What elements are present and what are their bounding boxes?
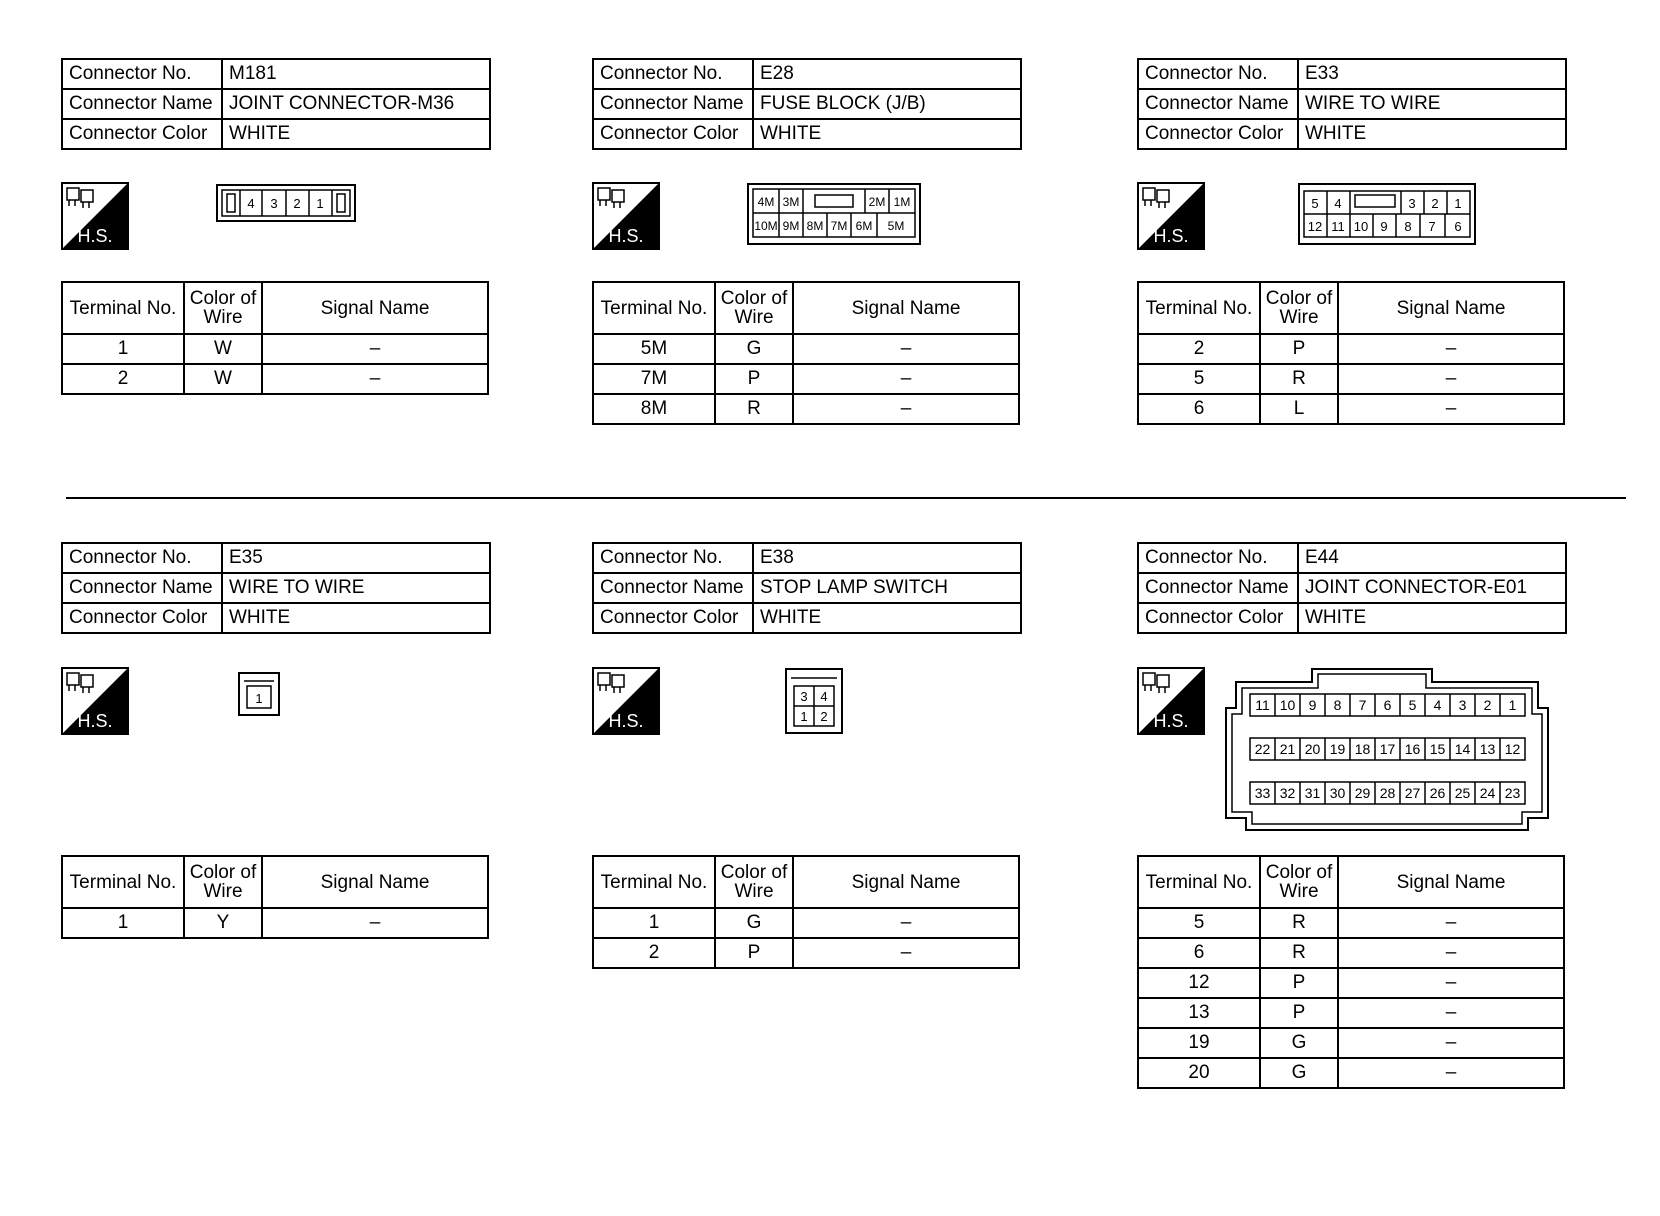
pin-label: 7 — [1428, 219, 1436, 234]
connector-info-table — [592, 542, 1022, 634]
connector-info-table — [592, 58, 1022, 150]
connector-face-diagram — [1222, 668, 1552, 832]
pin-label: 3 — [270, 196, 278, 211]
table-row: 13 P – — [1138, 998, 1564, 1028]
pin-label: 9 — [1308, 697, 1317, 713]
signal-name-header: Signal Name — [262, 282, 488, 334]
harness-side-icon — [592, 182, 660, 250]
connector-color-value: WHITE — [1298, 603, 1566, 633]
connector-color-value: WHITE — [222, 603, 490, 633]
pin-label: 8 — [1333, 697, 1342, 713]
pin-label: 4 — [1433, 697, 1442, 713]
connector-color-value: WHITE — [222, 119, 490, 149]
connector-no-label: Connector No. — [62, 543, 222, 573]
pin-label: 8 — [1404, 219, 1412, 234]
table-row: 1 G – — [593, 908, 1019, 938]
pin-label: 2 — [820, 709, 828, 724]
hs-label: H.S. — [77, 711, 113, 731]
terminal-no-header: Terminal No. — [593, 856, 715, 908]
signal-name-header: Signal Name — [793, 856, 1019, 908]
terminal-table — [61, 281, 489, 395]
terminal-table — [1137, 855, 1565, 1089]
pin-label: 6 — [1454, 219, 1462, 234]
color-of-wire-header: Color of Wire — [1260, 282, 1338, 334]
table-row: 5 R – — [1138, 908, 1564, 938]
hs-label: H.S. — [77, 226, 113, 246]
terminal-table — [61, 855, 489, 939]
terminal-no-header: Terminal No. — [593, 282, 715, 334]
pin-label: 32 — [1279, 785, 1296, 801]
pin-label: 5 — [1408, 697, 1417, 713]
pin-label: 12 — [1307, 219, 1323, 234]
table-row: 20 G – — [1138, 1058, 1564, 1088]
pin-label: 27 — [1404, 785, 1421, 801]
signal-name-header: Signal Name — [262, 856, 488, 908]
connector-info-table — [61, 542, 491, 634]
connector-face-diagram — [216, 184, 356, 222]
pin-label: 5M — [887, 219, 905, 233]
pin-label: 10 — [1279, 697, 1296, 713]
connector-color-label: Connector Color — [1138, 603, 1298, 633]
table-row: 6 L – — [1138, 394, 1564, 424]
pin-label: 1 — [316, 196, 324, 211]
pin-label: 25 — [1454, 785, 1471, 801]
color-of-wire-header: Color of Wire — [715, 856, 793, 908]
connector-name-value: STOP LAMP SWITCH — [753, 573, 1021, 603]
table-row: 19 G – — [1138, 1028, 1564, 1058]
pin-label: 13 — [1479, 741, 1496, 757]
terminal-table — [592, 281, 1020, 425]
connector-face-diagram — [1298, 183, 1476, 245]
pin-label: 28 — [1379, 785, 1396, 801]
color-of-wire-header: Color of Wire — [715, 282, 793, 334]
connector-panel-m181 — [61, 58, 501, 150]
pin-label: 19 — [1329, 741, 1346, 757]
pin-label: 1 — [255, 691, 263, 706]
connector-name-label: Connector Name — [593, 573, 753, 603]
pin-label: 22 — [1254, 741, 1271, 757]
signal-name-header: Signal Name — [1338, 282, 1564, 334]
connector-info-table — [1137, 58, 1567, 150]
connector-no-value: E35 — [222, 543, 490, 573]
connector-no-value: E33 — [1298, 59, 1566, 89]
table-row: 1 W – — [62, 334, 488, 364]
pin-label: 2 — [293, 196, 301, 211]
connector-name-label: Connector Name — [62, 573, 222, 603]
connector-color-label: Connector Color — [593, 603, 753, 633]
pin-label: 3M — [782, 195, 800, 209]
hs-label: H.S. — [1153, 226, 1189, 246]
pin-label: 31 — [1304, 785, 1321, 801]
pin-label: 4 — [820, 689, 828, 704]
connector-name-value: JOINT CONNECTOR-E01 — [1298, 573, 1566, 603]
pin-label: 33 — [1254, 785, 1271, 801]
table-row: 1 Y – — [62, 908, 488, 938]
pin-label: 1 — [800, 709, 808, 724]
connector-panel-e38 — [592, 542, 1032, 634]
section-divider — [66, 497, 1626, 499]
table-row: 12 P – — [1138, 968, 1564, 998]
hs-label: H.S. — [608, 711, 644, 731]
connector-name-value: FUSE BLOCK (J/B) — [753, 89, 1021, 119]
connector-color-value: WHITE — [1298, 119, 1566, 149]
connector-name-value: WIRE TO WIRE — [1298, 89, 1566, 119]
terminal-no-header: Terminal No. — [62, 856, 184, 908]
pin-label: 6 — [1383, 697, 1392, 713]
pin-label: 15 — [1429, 741, 1446, 757]
pin-label: 20 — [1304, 741, 1321, 757]
connector-face-diagram — [238, 672, 280, 716]
signal-name-header: Signal Name — [793, 282, 1019, 334]
pin-label: 3 — [1458, 697, 1467, 713]
connector-no-label: Connector No. — [62, 59, 222, 89]
pin-label: 16 — [1404, 741, 1421, 757]
color-of-wire-header: Color of Wire — [1260, 856, 1338, 908]
connector-no-value: E28 — [753, 59, 1021, 89]
pin-label: 17 — [1379, 741, 1396, 757]
pin-label: 30 — [1329, 785, 1346, 801]
pin-label: 4M — [757, 195, 775, 209]
connector-no-value: E38 — [753, 543, 1021, 573]
connector-no-label: Connector No. — [593, 543, 753, 573]
connector-panel-e28 — [592, 58, 1032, 150]
pin-label: 26 — [1429, 785, 1446, 801]
connector-no-label: Connector No. — [1138, 543, 1298, 573]
pin-label: 4 — [1334, 196, 1342, 211]
table-row: 2 W – — [62, 364, 488, 394]
pin-label: 1 — [1454, 196, 1462, 211]
pin-label: 9M — [782, 219, 800, 233]
connector-color-label: Connector Color — [62, 603, 222, 633]
connector-no-label: Connector No. — [1138, 59, 1298, 89]
table-row: 7M P – — [593, 364, 1019, 394]
connector-panel-e33 — [1137, 58, 1577, 150]
connector-name-value: JOINT CONNECTOR-M36 — [222, 89, 490, 119]
terminal-table — [1137, 281, 1565, 425]
connector-color-label: Connector Color — [1138, 119, 1298, 149]
hs-label: H.S. — [608, 226, 644, 246]
terminal-table — [592, 855, 1020, 969]
connector-panel-e44 — [1137, 542, 1577, 634]
table-row: 5 R – — [1138, 364, 1564, 394]
connector-panel-e35 — [61, 542, 501, 634]
connector-color-value: WHITE — [753, 603, 1021, 633]
pin-label: 2 — [1483, 697, 1492, 713]
harness-side-icon — [1137, 667, 1205, 735]
connector-name-label: Connector Name — [1138, 89, 1298, 119]
connector-name-value: WIRE TO WIRE — [222, 573, 490, 603]
pin-label: 29 — [1354, 785, 1371, 801]
connector-name-label: Connector Name — [1138, 573, 1298, 603]
table-row: 5M G – — [593, 334, 1019, 364]
pin-label: 1M — [893, 195, 911, 209]
pin-label: 7M — [830, 219, 848, 233]
harness-side-icon — [1137, 182, 1205, 250]
hs-label: H.S. — [1153, 711, 1189, 731]
connector-info-table — [61, 58, 491, 150]
pin-label: 2 — [1431, 196, 1439, 211]
connector-no-value: M181 — [222, 59, 490, 89]
table-row: 2 P – — [593, 938, 1019, 968]
terminal-no-header: Terminal No. — [1138, 856, 1260, 908]
harness-side-icon — [61, 667, 129, 735]
pin-label: 14 — [1454, 741, 1471, 757]
connector-face-diagram — [785, 668, 843, 734]
pin-label: 11 — [1331, 219, 1345, 234]
table-row: 6 R – — [1138, 938, 1564, 968]
pin-label: 11 — [1255, 697, 1270, 713]
pin-label: 23 — [1504, 785, 1521, 801]
table-row: 2 P – — [1138, 334, 1564, 364]
connector-info-table — [1137, 542, 1567, 634]
pin-label: 2M — [868, 195, 886, 209]
color-of-wire-header: Color of Wire — [184, 282, 262, 334]
pin-label: 18 — [1354, 741, 1371, 757]
terminal-no-header: Terminal No. — [1138, 282, 1260, 334]
pin-label: 1 — [1508, 697, 1517, 713]
color-of-wire-header: Color of Wire — [184, 856, 262, 908]
pin-label: 8M — [806, 219, 824, 233]
connector-no-value: E44 — [1298, 543, 1566, 573]
pin-label: 3 — [800, 689, 808, 704]
pin-label: 9 — [1380, 219, 1388, 234]
pin-label: 7 — [1358, 697, 1367, 713]
pin-label: 10 — [1353, 219, 1369, 234]
harness-side-icon — [61, 182, 129, 250]
table-row: 8M R – — [593, 394, 1019, 424]
connector-color-label: Connector Color — [593, 119, 753, 149]
harness-side-icon — [592, 667, 660, 735]
connector-color-value: WHITE — [753, 119, 1021, 149]
connector-color-label: Connector Color — [62, 119, 222, 149]
signal-name-header: Signal Name — [1338, 856, 1564, 908]
pin-label: 6M — [855, 219, 873, 233]
connector-name-label: Connector Name — [593, 89, 753, 119]
pin-label: 3 — [1408, 196, 1416, 211]
pin-label: 12 — [1504, 741, 1521, 757]
connector-no-label: Connector No. — [593, 59, 753, 89]
pin-label: 10M — [754, 219, 778, 233]
pin-label: 5 — [1311, 196, 1319, 211]
pin-label: 4 — [247, 196, 255, 211]
pin-label: 24 — [1479, 785, 1496, 801]
terminal-no-header: Terminal No. — [62, 282, 184, 334]
pin-label: 21 — [1279, 741, 1296, 757]
connector-name-label: Connector Name — [62, 89, 222, 119]
connector-face-diagram — [747, 183, 921, 245]
